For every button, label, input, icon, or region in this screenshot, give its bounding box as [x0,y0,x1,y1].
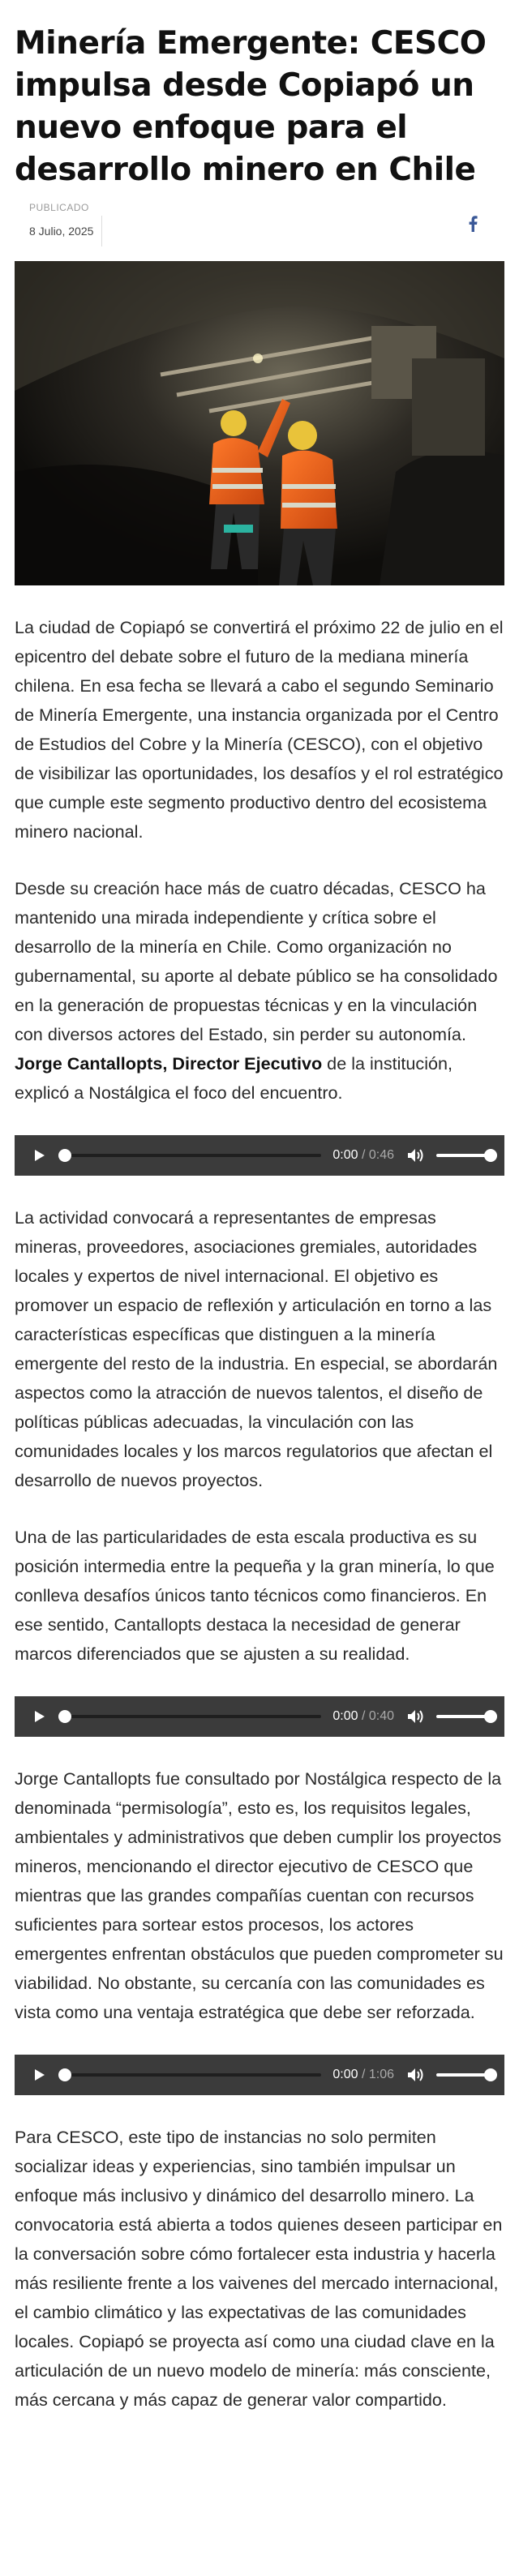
volume-icon [407,2067,425,2083]
play-button[interactable] [31,2066,49,2084]
progress-handle[interactable] [58,2068,71,2081]
paragraph-2 [15,874,504,1108]
audio-duration: 0:46 [368,1148,394,1162]
published-label: PUBLICADO [29,201,89,213]
audio-current-time: 0:00 [332,1709,358,1723]
audio-separator: / [358,1709,369,1723]
volume-button[interactable] [405,1146,427,1165]
volume-handle[interactable] [484,1149,497,1162]
article-title: Minería Emergente: CESCO impulsa desde Copiapó un nuevo enfoque para el desarrollo minero en Chile [15,25,487,188]
progress-handle[interactable] [58,1710,71,1723]
audio-time [332,1709,394,1724]
article-meta [15,201,504,243]
volume-slider[interactable] [436,2073,491,2077]
audio-progress-bar[interactable] [63,2073,321,2077]
audio-progress-bar[interactable] [63,1154,321,1157]
paragraph-2-end: de la institución, explicó a Nostálgica el foco del encuentro. [15,1053,453,1103]
paragraph-1: La ciudad de Copiapó se convertirá el próximo 22 de julio en el epicentro del debate sobre el futuro de la mediana minería chilena. En esa fecha se llevará a cabo el segundo Seminario de Minería Emergente, una instancia organizada por el Centro de Estudios del Cobre y la Minería (CESCO), con el objetivo de visibilizar las oportunidades, los desafíos y el rol estratégico que cumple este segmento productivo dentro del ecosistema minero nacional. [15,617,504,842]
published-date: 8 Julio, 2025 [29,224,94,238]
volume-button[interactable] [405,1707,427,1726]
audio-progress-bar[interactable] [63,1715,321,1718]
volume-slider[interactable] [436,1154,491,1157]
meta-divider [101,216,102,246]
volume-button[interactable] [405,2065,427,2085]
progress-handle[interactable] [58,1149,71,1162]
speaker-name: Jorge Cantallopts, Director Ejecutivo [15,1053,323,1074]
audio-current-time: 0:00 [332,1148,358,1162]
hero-image [15,261,504,585]
paragraph-6: Para CESCO, este tipo de instancias no solo permiten socializar ideas y experiencias, sino también impulsar un enfoque más inclusivo y dinámico del desarrollo minero. La convocatoria está abierta a todos quienes deseen participar en la conversación sobre cómo fortalecer esta industria y hacerla más resiliente frente a los vaivenes del mercado internacional, el cambio climático y las expectativas de las comunidades locales. Copiapó se proyecta así como una ciudad clave en la articulación de un nuevo modelo de minería: más consciente, más cercana y más capaz de generar valor compartido. [15,2127,503,2410]
volume-icon [407,1708,425,1725]
audio-player-2 [15,1696,504,1737]
audio-time [332,1148,394,1163]
play-icon [34,2068,45,2081]
audio-duration: 0:40 [368,1709,394,1723]
audio-player-1 [15,1135,504,1176]
audio-duration: 1:06 [368,2068,394,2081]
volume-handle[interactable] [484,2068,497,2081]
paragraph-3: La actividad convocará a representantes de empresas mineras, proveedores, asociaciones gremiales, autoridades locales y expertos de nivel internacional. El objetivo es promover un espacio de reflexión y articulación en torno a las características específicas que distinguen a la minería emergente del resto de la industria. En especial, se abordarán aspectos como la atracción de nuevos talentos, el diseño de políticas públicas adecuadas, la vinculación con las comunidades locales y los marcos regulatorios que afectan el desarrollo de nuevos proyectos. [15,1207,498,1490]
volume-icon [407,1147,425,1164]
play-button[interactable] [31,1147,49,1164]
play-button[interactable] [31,1708,49,1725]
paragraph-2-text: Desde su creación hace más de cuatro décadas, CESCO ha mantenido una mirada independiente y crítica sobre el desarrollo de la minería en Chile. Como organización no gubernamental, su aporte al debate público se ha consolidado en la generación de propuestas técnicas y en la vinculación con diversos actores del Estado, sin perder su autonomía. [15,878,498,1044]
audio-player-3 [15,2055,504,2095]
paragraph-5: Jorge Cantallopts fue consultado por Nostálgica respecto de la denominada “permisología”, esto es, los requisitos legales, ambientales y administrativos que deben cumplir los proyectos mineros, mencionando el director ejecutivo de CESCO que mientras que las grandes compañías cuentan con recursos suficientes para sortear estos procesos, los actores emergentes enfrentan obstáculos que pueden comprometer su viabilidad. No obstante, su cercanía con las comunidades es vista como una ventaja estratégica que debe ser reforzada. [15,1768,504,2022]
volume-handle[interactable] [484,1710,497,1723]
facebook-icon[interactable] [462,213,483,234]
audio-time [332,2068,394,2082]
paragraph-4: Una de las particularidades de esta escala productiva es su posición intermedia entre la pequeña y la gran minería, lo que conlleva desafíos únicos tanto técnicos como financieros. En ese sentido, Cantallopts destaca la necesidad de generar marcos diferenciados que se ajusten a su realidad. [15,1527,495,1664]
audio-separator: / [358,1148,369,1162]
published-date-row [29,216,102,246]
audio-separator: / [358,2068,369,2081]
play-icon [34,1710,45,1723]
volume-slider[interactable] [436,1715,491,1718]
audio-current-time: 0:00 [332,2068,358,2081]
play-icon [34,1149,45,1162]
publish-info [29,202,102,246]
